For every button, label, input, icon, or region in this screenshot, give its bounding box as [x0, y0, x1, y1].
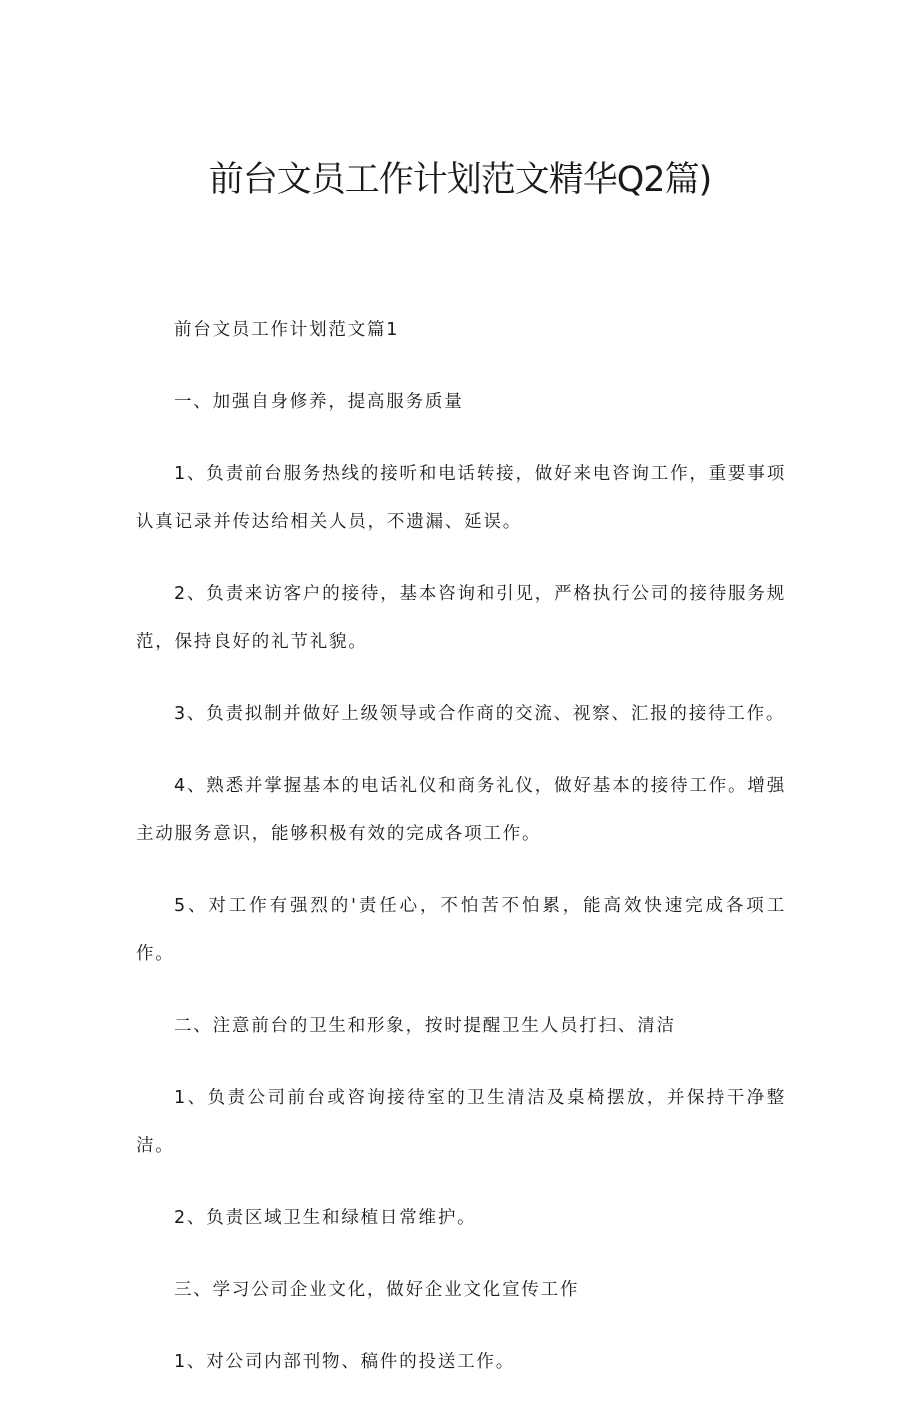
list-item: 1、负责前台服务热线的接听和电话转接，做好来电咨询工作，重要事项认真记录并传达给相关人员，不遗漏、延误。 [136, 464, 786, 532]
section-heading: 一、加强自身修养，提高服务质量 [174, 392, 464, 412]
list-item: 1、负责公司前台或咨询接待室的卫生清洁及桌椅摆放，并保持干净整洁。 [136, 1088, 786, 1156]
list-item: 1、对公司内部刊物、稿件的投送工作。 [174, 1352, 516, 1372]
section-heading: 前台文员工作计划范文篇1 [174, 320, 400, 340]
section-heading: 二、注意前台的卫生和形象，按时提醒卫生人员打扫、清洁 [174, 1016, 676, 1036]
list-item: 4、熟悉并掌握基本的电话礼仪和商务礼仪，做好基本的接待工作。增强主动服务意识，能够积极有效的完成各项工作。 [136, 776, 786, 844]
list-item: 2、负责来访客户的接待，基本咨询和引见，严格执行公司的接待服务规范，保持良好的礼节礼貌。 [136, 584, 786, 652]
document-title: 前台文员工作计划范文精华Q2篇) [208, 160, 712, 200]
list-item: 5、对工作有强烈的'责任心，不怕苦不怕累，能高效快速完成各项工作。 [136, 896, 786, 964]
list-item: 3、负责拟制并做好上级领导或合作商的交流、视察、汇报的接待工作。 [174, 704, 786, 724]
document-body [136, 306, 786, 1410]
section-heading: 三、学习公司企业文化，做好企业文化宣传工作 [174, 1280, 580, 1300]
list-item: 2、负责区域卫生和绿植日常维护。 [174, 1208, 477, 1228]
